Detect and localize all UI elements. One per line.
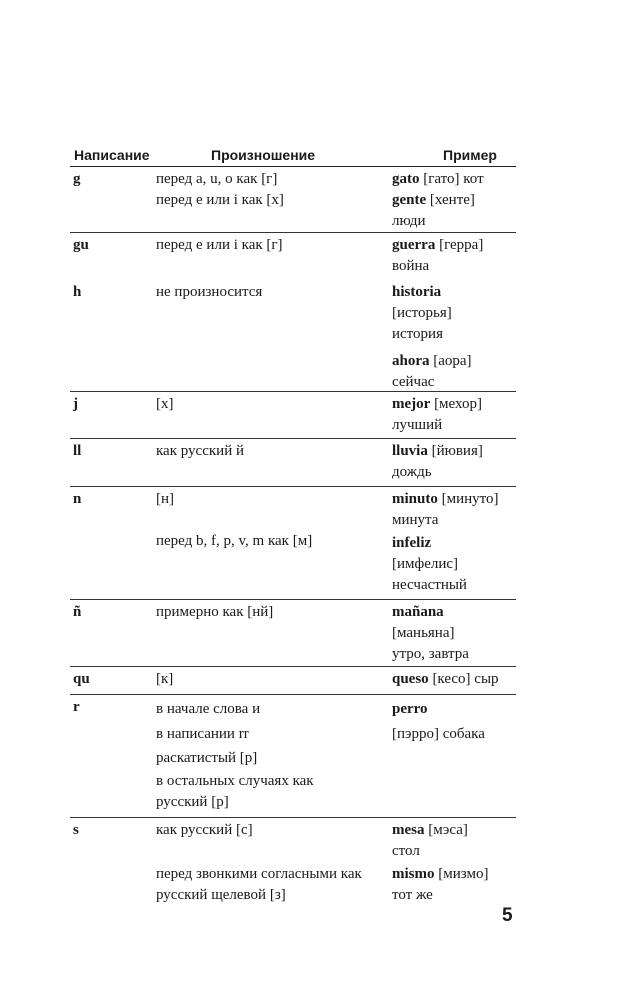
letter: qu bbox=[73, 671, 90, 687]
pronunciation bbox=[156, 169, 392, 232]
transcription: [минуто] bbox=[441, 491, 499, 507]
pron-line: перед звонкими согласными как русский щелевой [з] bbox=[156, 866, 362, 903]
example-word: historia bbox=[392, 284, 442, 300]
gloss: несчастный bbox=[392, 577, 467, 593]
letter: h bbox=[73, 284, 82, 300]
example-word: queso bbox=[392, 671, 429, 687]
table-row bbox=[70, 694, 516, 817]
pron-line: перед b, f, p, v, m как [м] bbox=[156, 533, 313, 549]
pron-line: раскатистый [р] bbox=[156, 750, 258, 766]
header-spelling: Написание bbox=[74, 147, 150, 163]
gloss: дождь bbox=[392, 464, 432, 480]
pronunciation: примерно как [нй] bbox=[156, 604, 274, 620]
example-word: mesa bbox=[392, 822, 425, 838]
example bbox=[392, 235, 516, 280]
letter: gu bbox=[73, 237, 89, 253]
table-row bbox=[70, 599, 516, 666]
pronunciation: не произносится bbox=[156, 284, 263, 300]
example bbox=[392, 441, 516, 486]
letter: ll bbox=[73, 443, 82, 459]
example-word: mejor bbox=[392, 396, 431, 412]
transcription: [мехор] bbox=[434, 396, 482, 412]
transcription: [пэрро] bbox=[392, 725, 439, 742]
letter: ñ bbox=[73, 604, 82, 620]
gloss: сейчас bbox=[392, 374, 435, 390]
pronunciation bbox=[156, 489, 392, 599]
pron-line: как русский [с] bbox=[156, 822, 253, 838]
pronunciation: [к] bbox=[156, 671, 174, 687]
gloss: сыр bbox=[474, 671, 499, 687]
gloss: люди bbox=[392, 213, 426, 229]
table-row bbox=[70, 486, 516, 599]
pronunciation: как русский й bbox=[156, 443, 244, 459]
transcription: [кесо] bbox=[432, 671, 471, 687]
letter: r bbox=[73, 699, 80, 715]
gloss: минута bbox=[392, 512, 439, 528]
example-word: infeliz bbox=[392, 535, 432, 551]
transcription: [мизмо] bbox=[438, 866, 489, 882]
table-row bbox=[70, 666, 516, 694]
pronunciation bbox=[156, 697, 392, 817]
letter: g bbox=[73, 171, 81, 187]
example bbox=[392, 602, 516, 666]
pron-line: перед a, u, o как [г] bbox=[156, 171, 278, 187]
gloss: лучший bbox=[392, 417, 443, 433]
example-word: gato bbox=[392, 171, 420, 187]
example-word: guerra bbox=[392, 237, 436, 253]
letter: n bbox=[73, 491, 82, 507]
gloss: стол bbox=[392, 843, 420, 859]
table-row bbox=[70, 438, 516, 486]
example-word: mismo bbox=[392, 866, 435, 882]
example bbox=[392, 169, 516, 232]
transcription: [мэса] bbox=[428, 822, 468, 838]
table-row bbox=[70, 167, 516, 232]
pron-line: в остальных случаях как русский [р] bbox=[156, 772, 314, 810]
example-word: ahora bbox=[392, 353, 430, 369]
gloss: тот же bbox=[392, 887, 433, 903]
table-row bbox=[70, 232, 516, 280]
pronunciation: перед e или i как [г] bbox=[156, 237, 283, 253]
example bbox=[392, 282, 516, 391]
table-row bbox=[70, 817, 516, 912]
table-row bbox=[70, 391, 516, 438]
pron-line: в написании rr bbox=[156, 725, 249, 742]
pron-line: перед e или i как [х] bbox=[156, 192, 284, 208]
pronunciation bbox=[156, 820, 392, 912]
header-pronunciation: Произношение bbox=[211, 147, 316, 163]
transcription: [хенте] bbox=[429, 192, 475, 208]
letter: j bbox=[73, 396, 78, 412]
phonetics-table bbox=[70, 147, 516, 912]
transcription: [герра] bbox=[439, 237, 484, 253]
gloss: история bbox=[392, 326, 443, 342]
letter: s bbox=[73, 822, 79, 838]
example-word: mañana bbox=[392, 604, 444, 620]
gloss: утро, завтра bbox=[392, 646, 469, 662]
transcription: [йювия] bbox=[431, 443, 483, 459]
example bbox=[392, 669, 516, 694]
transcription: [аора] bbox=[433, 353, 472, 369]
pronunciation: [х] bbox=[156, 396, 174, 412]
pron-line: в начале слова и bbox=[156, 701, 261, 717]
table-row bbox=[70, 280, 516, 391]
example bbox=[392, 697, 516, 817]
example-word: gente bbox=[392, 192, 427, 208]
pron-line: [н] bbox=[156, 491, 175, 507]
example-word: minuto bbox=[392, 491, 438, 507]
example bbox=[392, 820, 516, 912]
transcription: [имфелис] bbox=[392, 556, 459, 572]
transcription: [гато] bbox=[423, 171, 460, 187]
transcription: [исторья] bbox=[392, 305, 452, 321]
example bbox=[392, 489, 516, 599]
example-word: perro bbox=[392, 701, 428, 717]
gloss: война bbox=[392, 258, 430, 274]
header-example: Пример bbox=[443, 147, 497, 163]
transcription: [маньяна] bbox=[392, 625, 455, 641]
gloss: собака bbox=[442, 725, 485, 742]
example bbox=[392, 394, 516, 438]
gloss: кот bbox=[463, 171, 484, 187]
example-word: lluvia bbox=[392, 443, 428, 459]
table-header bbox=[70, 147, 516, 166]
page-number: 5 bbox=[502, 905, 513, 926]
